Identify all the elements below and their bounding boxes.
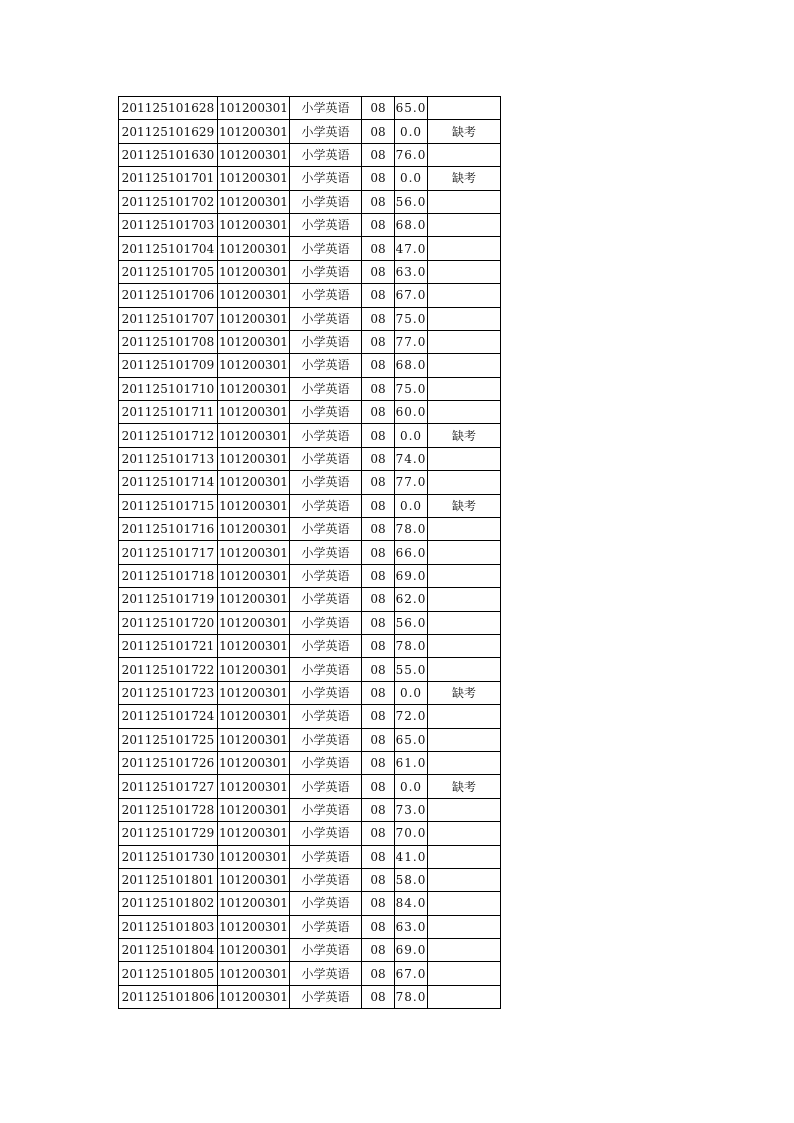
subject-cell: 小学英语 bbox=[290, 822, 362, 845]
score-cell: 0.0 bbox=[395, 494, 428, 517]
subject-cell: 小学英语 bbox=[290, 611, 362, 634]
score-cell: 0.0 bbox=[395, 775, 428, 798]
score-cell: 77.0 bbox=[395, 330, 428, 353]
note-cell bbox=[428, 915, 501, 938]
course-code-cell: 101200301 bbox=[218, 962, 290, 985]
course-code-cell: 101200301 bbox=[218, 354, 290, 377]
exam-number-cell: 201125101727 bbox=[119, 775, 218, 798]
exam-number-cell: 201125101804 bbox=[119, 939, 218, 962]
table-row bbox=[119, 681, 501, 704]
group-cell: 08 bbox=[362, 120, 395, 143]
note-cell bbox=[428, 541, 501, 564]
group-cell: 08 bbox=[362, 541, 395, 564]
subject-cell: 小学英语 bbox=[290, 939, 362, 962]
group-cell: 08 bbox=[362, 260, 395, 283]
course-code-cell: 101200301 bbox=[218, 915, 290, 938]
exam-number-cell: 201125101730 bbox=[119, 845, 218, 868]
subject-cell: 小学英语 bbox=[290, 260, 362, 283]
table-row bbox=[119, 798, 501, 821]
exam-number-cell: 201125101724 bbox=[119, 705, 218, 728]
table-row bbox=[119, 190, 501, 213]
table-row bbox=[119, 822, 501, 845]
table-row bbox=[119, 237, 501, 260]
note-cell bbox=[428, 658, 501, 681]
subject-cell: 小学英语 bbox=[290, 728, 362, 751]
score-cell: 47.0 bbox=[395, 237, 428, 260]
group-cell: 08 bbox=[362, 330, 395, 353]
table-row bbox=[119, 447, 501, 470]
subject-cell: 小学英语 bbox=[290, 447, 362, 470]
group-cell: 08 bbox=[362, 658, 395, 681]
course-code-cell: 101200301 bbox=[218, 892, 290, 915]
exam-number-cell: 201125101715 bbox=[119, 494, 218, 517]
group-cell: 08 bbox=[362, 705, 395, 728]
table-row bbox=[119, 564, 501, 587]
exam-number-cell: 201125101723 bbox=[119, 681, 218, 704]
score-cell: 66.0 bbox=[395, 541, 428, 564]
subject-cell: 小学英语 bbox=[290, 588, 362, 611]
group-cell: 08 bbox=[362, 775, 395, 798]
score-cell: 56.0 bbox=[395, 611, 428, 634]
group-cell: 08 bbox=[362, 939, 395, 962]
course-code-cell: 101200301 bbox=[218, 377, 290, 400]
subject-cell: 小学英语 bbox=[290, 681, 362, 704]
group-cell: 08 bbox=[362, 307, 395, 330]
note-cell bbox=[428, 588, 501, 611]
group-cell: 08 bbox=[362, 822, 395, 845]
course-code-cell: 101200301 bbox=[218, 611, 290, 634]
score-cell: 0.0 bbox=[395, 167, 428, 190]
note-cell bbox=[428, 845, 501, 868]
note-cell bbox=[428, 634, 501, 657]
note-cell bbox=[428, 728, 501, 751]
group-cell: 08 bbox=[362, 728, 395, 751]
exam-number-cell: 201125101708 bbox=[119, 330, 218, 353]
group-cell: 08 bbox=[362, 634, 395, 657]
course-code-cell: 101200301 bbox=[218, 939, 290, 962]
note-cell: 缺考 bbox=[428, 167, 501, 190]
subject-cell: 小学英语 bbox=[290, 845, 362, 868]
exam-number-cell: 201125101702 bbox=[119, 190, 218, 213]
course-code-cell: 101200301 bbox=[218, 97, 290, 120]
note-cell bbox=[428, 377, 501, 400]
course-code-cell: 101200301 bbox=[218, 518, 290, 541]
score-cell: 72.0 bbox=[395, 705, 428, 728]
score-cell: 63.0 bbox=[395, 915, 428, 938]
course-code-cell: 101200301 bbox=[218, 167, 290, 190]
exam-number-cell: 201125101630 bbox=[119, 143, 218, 166]
score-cell: 70.0 bbox=[395, 822, 428, 845]
exam-number-cell: 201125101712 bbox=[119, 424, 218, 447]
subject-cell: 小学英语 bbox=[290, 354, 362, 377]
subject-cell: 小学英语 bbox=[290, 330, 362, 353]
subject-cell: 小学英语 bbox=[290, 751, 362, 774]
exam-number-cell: 201125101710 bbox=[119, 377, 218, 400]
group-cell: 08 bbox=[362, 845, 395, 868]
course-code-cell: 101200301 bbox=[218, 985, 290, 1008]
exam-number-cell: 201125101716 bbox=[119, 518, 218, 541]
note-cell: 缺考 bbox=[428, 494, 501, 517]
table-row bbox=[119, 307, 501, 330]
group-cell: 08 bbox=[362, 354, 395, 377]
subject-cell: 小学英语 bbox=[290, 962, 362, 985]
exam-number-cell: 201125101705 bbox=[119, 260, 218, 283]
note-cell bbox=[428, 939, 501, 962]
table-row bbox=[119, 868, 501, 891]
group-cell: 08 bbox=[362, 892, 395, 915]
course-code-cell: 101200301 bbox=[218, 634, 290, 657]
group-cell: 08 bbox=[362, 167, 395, 190]
course-code-cell: 101200301 bbox=[218, 213, 290, 236]
table-row bbox=[119, 167, 501, 190]
table-row bbox=[119, 213, 501, 236]
subject-cell: 小学英语 bbox=[290, 634, 362, 657]
table-row bbox=[119, 728, 501, 751]
subject-cell: 小学英语 bbox=[290, 705, 362, 728]
course-code-cell: 101200301 bbox=[218, 260, 290, 283]
table-row bbox=[119, 634, 501, 657]
exam-number-cell: 201125101701 bbox=[119, 167, 218, 190]
subject-cell: 小学英语 bbox=[290, 892, 362, 915]
subject-cell: 小学英语 bbox=[290, 658, 362, 681]
table-row bbox=[119, 260, 501, 283]
exam-number-cell: 201125101802 bbox=[119, 892, 218, 915]
exam-number-cell: 201125101801 bbox=[119, 868, 218, 891]
table-row bbox=[119, 541, 501, 564]
course-code-cell: 101200301 bbox=[218, 775, 290, 798]
note-cell bbox=[428, 892, 501, 915]
score-cell: 75.0 bbox=[395, 377, 428, 400]
course-code-cell: 101200301 bbox=[218, 751, 290, 774]
exam-number-cell: 201125101729 bbox=[119, 822, 218, 845]
exam-number-cell: 201125101704 bbox=[119, 237, 218, 260]
table-row bbox=[119, 962, 501, 985]
subject-cell: 小学英语 bbox=[290, 213, 362, 236]
table-row bbox=[119, 377, 501, 400]
subject-cell: 小学英语 bbox=[290, 775, 362, 798]
subject-cell: 小学英语 bbox=[290, 120, 362, 143]
course-code-cell: 101200301 bbox=[218, 822, 290, 845]
score-cell: 0.0 bbox=[395, 681, 428, 704]
table-row bbox=[119, 658, 501, 681]
subject-cell: 小学英语 bbox=[290, 494, 362, 517]
score-cell: 0.0 bbox=[395, 424, 428, 447]
course-code-cell: 101200301 bbox=[218, 284, 290, 307]
exam-number-cell: 201125101706 bbox=[119, 284, 218, 307]
score-cell: 69.0 bbox=[395, 564, 428, 587]
course-code-cell: 101200301 bbox=[218, 401, 290, 424]
score-table-body bbox=[119, 97, 501, 1009]
note-cell bbox=[428, 962, 501, 985]
note-cell bbox=[428, 985, 501, 1008]
table-row bbox=[119, 939, 501, 962]
table-row bbox=[119, 97, 501, 120]
score-cell: 55.0 bbox=[395, 658, 428, 681]
exam-number-cell: 201125101725 bbox=[119, 728, 218, 751]
course-code-cell: 101200301 bbox=[218, 471, 290, 494]
subject-cell: 小学英语 bbox=[290, 798, 362, 821]
subject-cell: 小学英语 bbox=[290, 284, 362, 307]
subject-cell: 小学英语 bbox=[290, 868, 362, 891]
note-cell bbox=[428, 822, 501, 845]
note-cell bbox=[428, 307, 501, 330]
note-cell bbox=[428, 237, 501, 260]
group-cell: 08 bbox=[362, 681, 395, 704]
note-cell bbox=[428, 447, 501, 470]
note-cell bbox=[428, 401, 501, 424]
subject-cell: 小学英语 bbox=[290, 237, 362, 260]
course-code-cell: 101200301 bbox=[218, 190, 290, 213]
exam-number-cell: 201125101711 bbox=[119, 401, 218, 424]
note-cell bbox=[428, 143, 501, 166]
score-cell: 75.0 bbox=[395, 307, 428, 330]
table-row bbox=[119, 751, 501, 774]
note-cell bbox=[428, 213, 501, 236]
table-row bbox=[119, 120, 501, 143]
exam-number-cell: 201125101803 bbox=[119, 915, 218, 938]
course-code-cell: 101200301 bbox=[218, 798, 290, 821]
score-cell: 68.0 bbox=[395, 213, 428, 236]
course-code-cell: 101200301 bbox=[218, 728, 290, 751]
group-cell: 08 bbox=[362, 97, 395, 120]
note-cell: 缺考 bbox=[428, 120, 501, 143]
score-table bbox=[118, 96, 501, 1009]
note-cell: 缺考 bbox=[428, 424, 501, 447]
course-code-cell: 101200301 bbox=[218, 237, 290, 260]
exam-number-cell: 201125101629 bbox=[119, 120, 218, 143]
course-code-cell: 101200301 bbox=[218, 541, 290, 564]
score-cell: 61.0 bbox=[395, 751, 428, 774]
exam-number-cell: 201125101806 bbox=[119, 985, 218, 1008]
group-cell: 08 bbox=[362, 424, 395, 447]
table-row bbox=[119, 354, 501, 377]
group-cell: 08 bbox=[362, 190, 395, 213]
exam-number-cell: 201125101805 bbox=[119, 962, 218, 985]
score-cell: 73.0 bbox=[395, 798, 428, 821]
exam-number-cell: 201125101628 bbox=[119, 97, 218, 120]
subject-cell: 小学英语 bbox=[290, 471, 362, 494]
score-cell: 76.0 bbox=[395, 143, 428, 166]
group-cell: 08 bbox=[362, 564, 395, 587]
score-cell: 65.0 bbox=[395, 728, 428, 751]
group-cell: 08 bbox=[362, 962, 395, 985]
course-code-cell: 101200301 bbox=[218, 120, 290, 143]
score-cell: 78.0 bbox=[395, 634, 428, 657]
note-cell bbox=[428, 518, 501, 541]
score-cell: 56.0 bbox=[395, 190, 428, 213]
course-code-cell: 101200301 bbox=[218, 447, 290, 470]
group-cell: 08 bbox=[362, 868, 395, 891]
table-row bbox=[119, 845, 501, 868]
subject-cell: 小学英语 bbox=[290, 985, 362, 1008]
score-cell: 84.0 bbox=[395, 892, 428, 915]
subject-cell: 小学英语 bbox=[290, 377, 362, 400]
exam-number-cell: 201125101722 bbox=[119, 658, 218, 681]
exam-number-cell: 201125101719 bbox=[119, 588, 218, 611]
subject-cell: 小学英语 bbox=[290, 518, 362, 541]
score-cell: 0.0 bbox=[395, 120, 428, 143]
group-cell: 08 bbox=[362, 471, 395, 494]
table-row bbox=[119, 611, 501, 634]
score-cell: 58.0 bbox=[395, 868, 428, 891]
group-cell: 08 bbox=[362, 213, 395, 236]
course-code-cell: 101200301 bbox=[218, 658, 290, 681]
note-cell bbox=[428, 751, 501, 774]
course-code-cell: 101200301 bbox=[218, 564, 290, 587]
subject-cell: 小学英语 bbox=[290, 190, 362, 213]
table-row bbox=[119, 915, 501, 938]
subject-cell: 小学英语 bbox=[290, 424, 362, 447]
course-code-cell: 101200301 bbox=[218, 307, 290, 330]
subject-cell: 小学英语 bbox=[290, 97, 362, 120]
group-cell: 08 bbox=[362, 401, 395, 424]
group-cell: 08 bbox=[362, 588, 395, 611]
note-cell bbox=[428, 190, 501, 213]
subject-cell: 小学英语 bbox=[290, 564, 362, 587]
exam-number-cell: 201125101714 bbox=[119, 471, 218, 494]
subject-cell: 小学英语 bbox=[290, 541, 362, 564]
table-row bbox=[119, 330, 501, 353]
course-code-cell: 101200301 bbox=[218, 494, 290, 517]
table-row bbox=[119, 401, 501, 424]
score-cell: 63.0 bbox=[395, 260, 428, 283]
group-cell: 08 bbox=[362, 237, 395, 260]
course-code-cell: 101200301 bbox=[218, 868, 290, 891]
table-row bbox=[119, 424, 501, 447]
exam-number-cell: 201125101707 bbox=[119, 307, 218, 330]
table-row bbox=[119, 471, 501, 494]
group-cell: 08 bbox=[362, 447, 395, 470]
exam-number-cell: 201125101717 bbox=[119, 541, 218, 564]
note-cell: 缺考 bbox=[428, 681, 501, 704]
score-cell: 65.0 bbox=[395, 97, 428, 120]
subject-cell: 小学英语 bbox=[290, 307, 362, 330]
exam-number-cell: 201125101703 bbox=[119, 213, 218, 236]
score-cell: 74.0 bbox=[395, 447, 428, 470]
subject-cell: 小学英语 bbox=[290, 143, 362, 166]
group-cell: 08 bbox=[362, 284, 395, 307]
subject-cell: 小学英语 bbox=[290, 401, 362, 424]
table-row bbox=[119, 985, 501, 1008]
table-row bbox=[119, 518, 501, 541]
exam-number-cell: 201125101709 bbox=[119, 354, 218, 377]
group-cell: 08 bbox=[362, 751, 395, 774]
note-cell bbox=[428, 564, 501, 587]
course-code-cell: 101200301 bbox=[218, 705, 290, 728]
score-cell: 60.0 bbox=[395, 401, 428, 424]
table-row bbox=[119, 775, 501, 798]
table-row bbox=[119, 588, 501, 611]
score-cell: 78.0 bbox=[395, 518, 428, 541]
group-cell: 08 bbox=[362, 518, 395, 541]
course-code-cell: 101200301 bbox=[218, 845, 290, 868]
group-cell: 08 bbox=[362, 494, 395, 517]
exam-number-cell: 201125101726 bbox=[119, 751, 218, 774]
score-cell: 77.0 bbox=[395, 471, 428, 494]
note-cell bbox=[428, 284, 501, 307]
table-row bbox=[119, 143, 501, 166]
note-cell bbox=[428, 471, 501, 494]
note-cell bbox=[428, 330, 501, 353]
group-cell: 08 bbox=[362, 985, 395, 1008]
score-cell: 67.0 bbox=[395, 284, 428, 307]
subject-cell: 小学英语 bbox=[290, 915, 362, 938]
course-code-cell: 101200301 bbox=[218, 588, 290, 611]
note-cell bbox=[428, 705, 501, 728]
table-row bbox=[119, 284, 501, 307]
score-cell: 78.0 bbox=[395, 985, 428, 1008]
exam-number-cell: 201125101713 bbox=[119, 447, 218, 470]
table-row bbox=[119, 892, 501, 915]
course-code-cell: 101200301 bbox=[218, 424, 290, 447]
group-cell: 08 bbox=[362, 915, 395, 938]
exam-number-cell: 201125101720 bbox=[119, 611, 218, 634]
course-code-cell: 101200301 bbox=[218, 330, 290, 353]
note-cell bbox=[428, 868, 501, 891]
exam-number-cell: 201125101721 bbox=[119, 634, 218, 657]
note-cell bbox=[428, 97, 501, 120]
subject-cell: 小学英语 bbox=[290, 167, 362, 190]
course-code-cell: 101200301 bbox=[218, 143, 290, 166]
group-cell: 08 bbox=[362, 377, 395, 400]
table-row bbox=[119, 494, 501, 517]
score-cell: 67.0 bbox=[395, 962, 428, 985]
score-cell: 69.0 bbox=[395, 939, 428, 962]
course-code-cell: 101200301 bbox=[218, 681, 290, 704]
note-cell bbox=[428, 611, 501, 634]
table-row bbox=[119, 705, 501, 728]
exam-number-cell: 201125101728 bbox=[119, 798, 218, 821]
group-cell: 08 bbox=[362, 143, 395, 166]
score-cell: 68.0 bbox=[395, 354, 428, 377]
score-cell: 41.0 bbox=[395, 845, 428, 868]
group-cell: 08 bbox=[362, 611, 395, 634]
note-cell bbox=[428, 354, 501, 377]
group-cell: 08 bbox=[362, 798, 395, 821]
note-cell bbox=[428, 260, 501, 283]
note-cell: 缺考 bbox=[428, 775, 501, 798]
score-cell: 62.0 bbox=[395, 588, 428, 611]
exam-number-cell: 201125101718 bbox=[119, 564, 218, 587]
note-cell bbox=[428, 798, 501, 821]
